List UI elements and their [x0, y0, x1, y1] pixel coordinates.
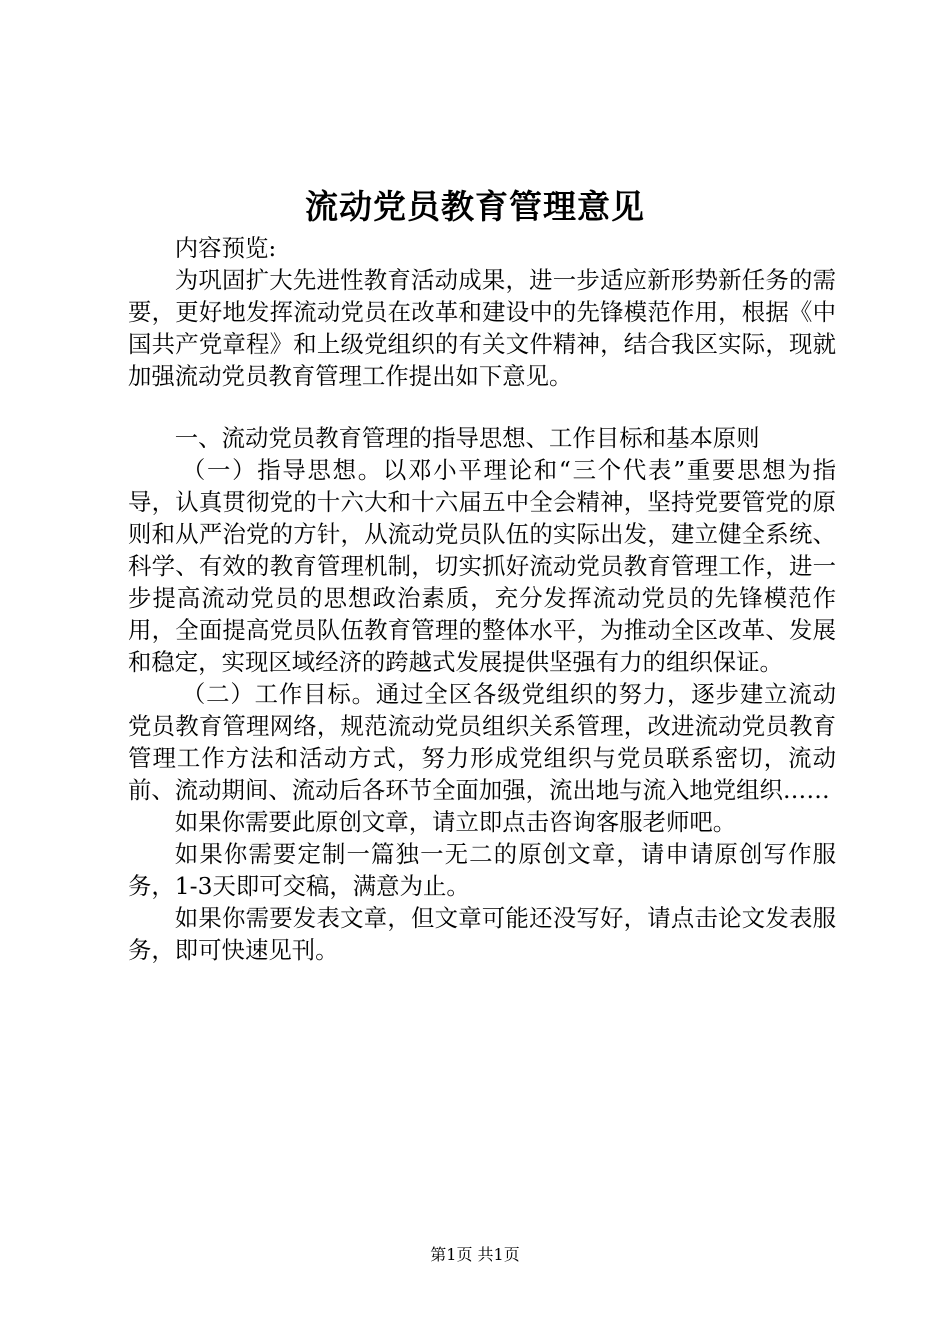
page-footer: 第1页 共1页: [430, 1245, 520, 1264]
work-goals-paragraph: （二）工作目标。通过全区各级党组织的努力，逐步建立流动党员教育管理网络，规范流动党员组织关系管理，改进流动党员教育管理工作方法和活动方式，努力形成党组织与党员联系密切，流动前、流动期间、流动后各环节全面加强，流出地与流入地党组织……: [128, 680, 836, 804]
consult-service-paragraph: 如果你需要此原创文章，请立即点击咨询客服老师吧。: [174, 808, 737, 836]
custom-writing-paragraph: 如果你需要定制一篇独一无二的原创文章，请申请原创写作服务，1-3天即可交稿，满意为止。: [128, 840, 836, 900]
guiding-ideology-paragraph: （一）指导思想。以邓小平理论和“三个代表”重要思想为指导，认真贯彻党的十六大和十六届五中全会精神，坚持党要管党的原则和从严治党的方针，从流动党员队伍的实际出发，建立健全系统、科学、有效的教育管理机制，切实抓好流动党员教育管理工作，进一步提高流动党员的思想政治素质，充分发挥流动党员的先锋模范作用，全面提高党员队伍教育管理的整体水平，为推动全区改革、发展和稳定，实现区域经济的跨越式发展提供坚强有力的组织保证。: [128, 456, 836, 676]
document-body: [128, 232, 836, 966]
preview-label: 内容预览:: [174, 234, 277, 262]
publishing-service-paragraph: 如果你需要发表文章，但文章可能还没写好，请点击论文发表服务，即可快速见刊。: [128, 904, 836, 964]
section-heading: 一、流动党员教育管理的指导思想、工作目标和基本原则: [174, 424, 760, 452]
intro-paragraph: 为巩固扩大先进性教育活动成果，进一步适应新形势新任务的需要，更好地发挥流动党员在改革和建设中的先锋模范作用，根据《中国共产党章程》和上级党组织的有关文件精神，结合我区实际，现就加强流动党员教育管理工作提出如下意见。: [128, 266, 836, 390]
document-title: 流动党员教育管理意见: [305, 187, 645, 226]
